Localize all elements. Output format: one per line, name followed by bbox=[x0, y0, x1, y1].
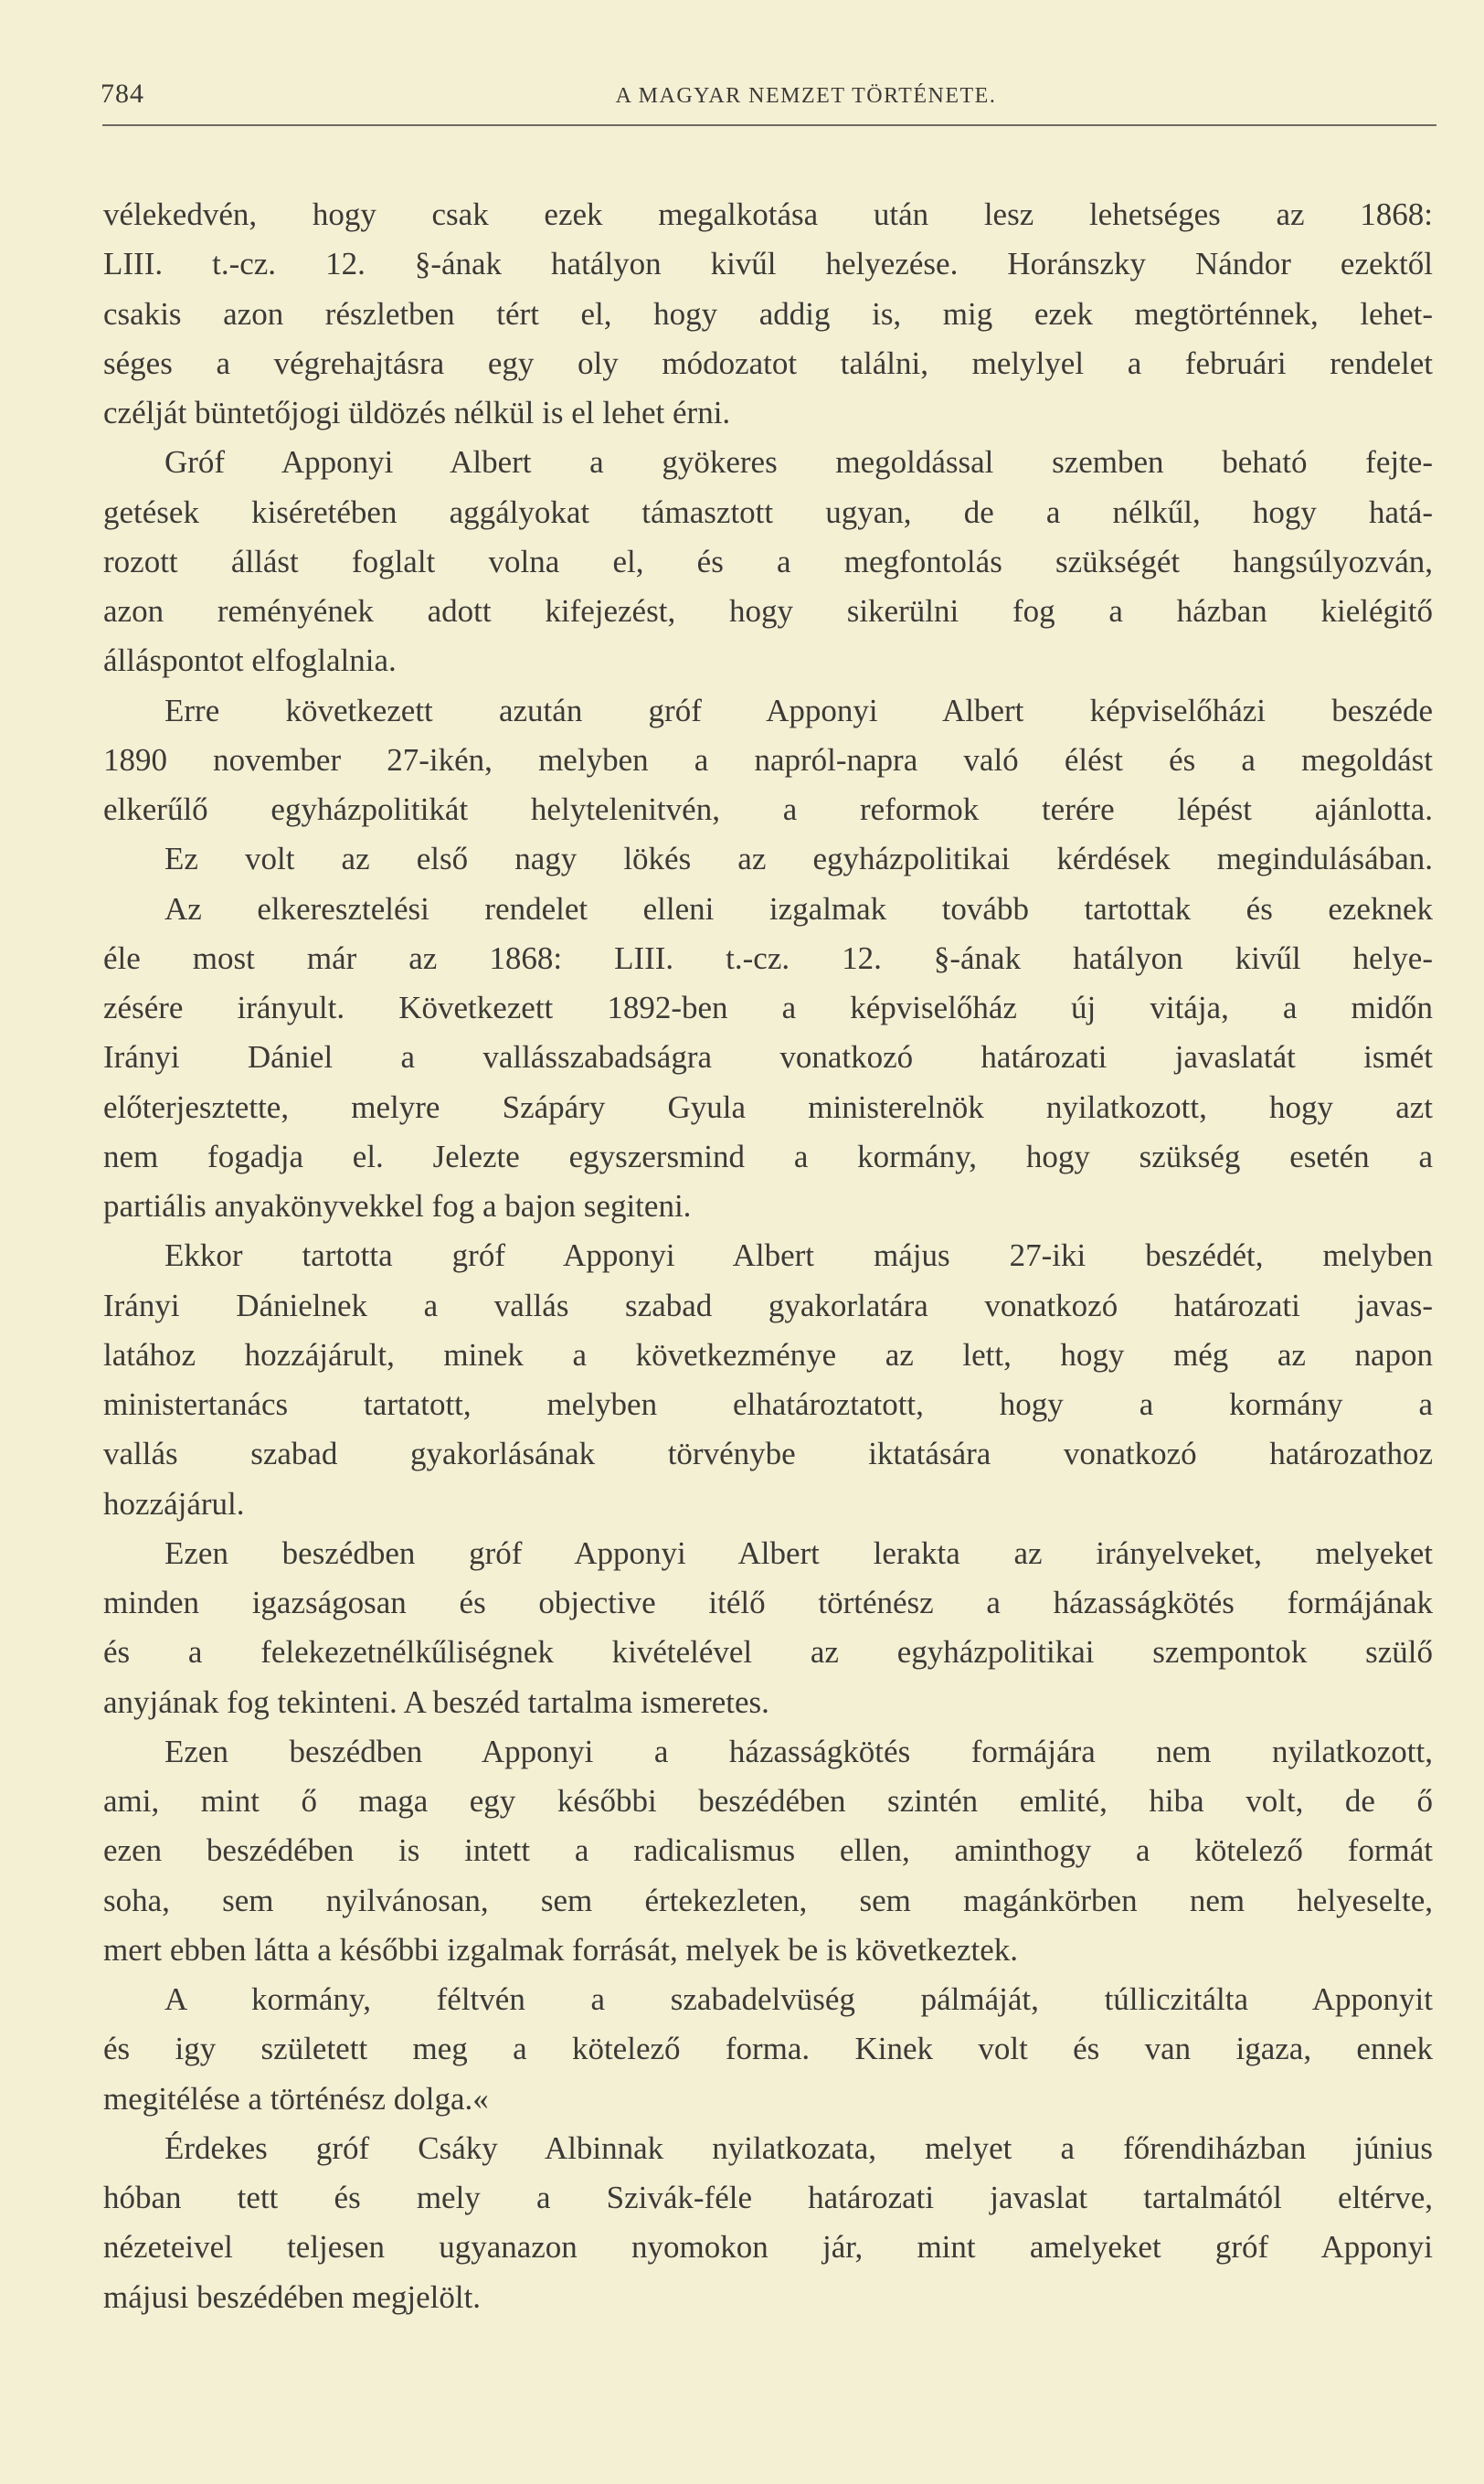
text-line: éle most már az 1868: LIII. t.-cz. 12. §-ának hatályon kivűl helye- bbox=[103, 939, 1433, 976]
text-line: Ezen beszédben gróf Apponyi Albert lerakta az irányelveket, melyeket bbox=[164, 1534, 1433, 1571]
text-line: Az elkeresztelési rendelet elleni izgalmak tovább tartottak és ezeknek bbox=[164, 890, 1433, 927]
text-line: partiális anyakönyvekkel fog a bajon segiteni. bbox=[103, 1188, 692, 1224]
header-rule bbox=[102, 124, 1436, 126]
text-line: Irányi Dánielnek a vallás szabad gyakorlatára vonatkozó határozati javas- bbox=[103, 1287, 1433, 1323]
text-line: getések kiséretében aggályokat támasztott ugyan, de a nélkűl, hogy hatá- bbox=[103, 494, 1433, 530]
text-line: nem fogadja el. Jelezte egyszersmind a kormány, hogy szükség esetén a bbox=[103, 1138, 1433, 1174]
text-line: Gróf Apponyi Albert a gyökeres megoldással szemben beható fejte- bbox=[164, 444, 1433, 481]
text-line: májusi beszédében megjelölt. bbox=[103, 2278, 482, 2315]
text-line: 1890 november 27-ikén, melyben a napról-napra való élést és a megoldást bbox=[103, 741, 1433, 778]
text-line: A kormány, féltvén a szabadelvüség pálmáját, túlliczitálta Apponyit bbox=[164, 1981, 1433, 2017]
text-line: latához hozzájárult, minek a következménye az lett, hogy még az napon bbox=[103, 1336, 1433, 1373]
text-line: azon reményének adott kifejezést, hogy sikerülni fog a házban kielégitő bbox=[103, 593, 1433, 629]
text-line: nézeteivel teljesen ugyanazon nyomokon jár, mint amelyeket gróf Apponyi bbox=[103, 2229, 1433, 2266]
text-line: és a felekezetnélkűliségnek kivételével az egyházpolitikai szempontok szülő bbox=[103, 1634, 1433, 1671]
text-line: Irányi Dániel a vallásszabadságra vonatkozó határozati javaslatát ismét bbox=[103, 1039, 1433, 1076]
running-title: A MAGYAR NEMZET TÖRTÉNETE. bbox=[615, 84, 997, 108]
text-line: mert ebben látta a későbbi izgalmak forrását, melyek be is következtek. bbox=[103, 1931, 1019, 1968]
text-line: vélekedvén, hogy csak ezek megalkotása után lesz lehetséges az 1868: bbox=[103, 196, 1433, 232]
text-line: Ezen beszédben Apponyi a házasságkötés formájára nem nyilatkozott, bbox=[164, 1733, 1433, 1769]
text-line: elkerűlő egyházpolitikát helytelenitvén, a reformok terére lépést ajánlotta. bbox=[103, 791, 1433, 827]
text-line: Ez volt az első nagy lökés az egyházpolitikai kérdések megindulásában. bbox=[164, 841, 1433, 877]
text-line: LIII. t.-cz. 12. §-ának hatályon kivűl helyezése. Horánszky Nándor ezektől bbox=[103, 246, 1433, 282]
text-line: minden igazságosan és objective itélő történész a házasságkötés formájának bbox=[103, 1585, 1433, 1620]
text-line: ezen beszédében is intett a radicalismus ellen, aminthogy a kötelező formát bbox=[103, 1832, 1433, 1869]
text-line: vallás szabad gyakorlásának törvénybe iktatására vonatkozó határozathoz bbox=[103, 1436, 1433, 1472]
text-line: ministertanács tartatott, melyben elhatároztatott, hogy a kormány a bbox=[103, 1386, 1433, 1422]
text-line: Erre következett azután gróf Apponyi Albert képviselőházi beszéde bbox=[164, 692, 1433, 728]
text-line: Ekkor tartotta gróf Apponyi Albert május 27-iki beszédét, melyben bbox=[164, 1237, 1433, 1274]
text-line: soha, sem nyilvánosan, sem értekezleten, sem magánkörben nem helyeselte, bbox=[103, 1882, 1433, 1918]
text-line: csakis azon részletben tért el, hogy addig is, mig ezek megtörténnek, lehet- bbox=[103, 295, 1433, 332]
text-line: hozzájárul. bbox=[103, 1485, 245, 1522]
body-text bbox=[103, 190, 1433, 2322]
text-line: anyjának fog tekinteni. A beszéd tartalma ismeretes. bbox=[103, 1683, 769, 1720]
text-line: zésére irányult. Következett 1892-ben a képviselőház új vitája, a midőn bbox=[103, 990, 1433, 1025]
text-line: hóban tett és mely a Szivák-féle határozati javaslat tartalmától eltérve, bbox=[103, 2180, 1433, 2215]
text-line: ami, mint ő maga egy későbbi beszédében szintén emlité, hiba volt, de ő bbox=[103, 1783, 1433, 1819]
text-line: séges a végrehajtásra egy oly módozatot találni, melylyel a februári rendelet bbox=[103, 345, 1433, 381]
text-line: és igy született meg a kötelező forma. Kinek volt és van igaza, ennek bbox=[103, 2031, 1433, 2067]
text-line: álláspontot elfoglalnia. bbox=[103, 642, 397, 679]
text-line: czélját büntetőjogi üldözés nélkül is el lehet érni. bbox=[103, 395, 731, 430]
text-line: megitélése a történész dolga.« bbox=[103, 2080, 489, 2117]
text-line: előterjesztette, melyre Szápáry Gyula ministerelnök nyilatkozott, hogy azt bbox=[103, 1088, 1433, 1125]
page-number: 784 bbox=[101, 79, 144, 109]
text-line: rozott állást foglalt volna el, és a megfontolás szükségét hangsúlyozván, bbox=[103, 543, 1433, 579]
text-line: Érdekes gróf Csáky Albinnak nyilatkozata, melyet a főrendiházban június bbox=[164, 2129, 1433, 2166]
